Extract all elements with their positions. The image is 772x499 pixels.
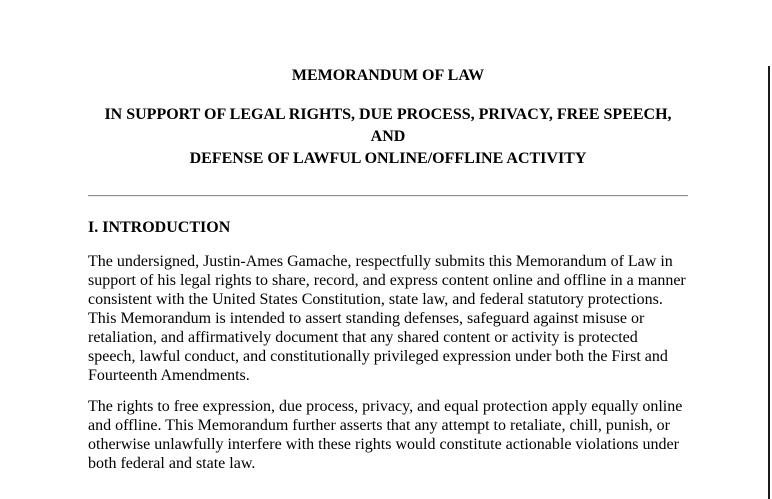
document-subtitle — [88, 104, 688, 170]
section-divider — [88, 195, 688, 197]
document-subtitle-line-2: DEFENSE OF LAWFUL ONLINE/OFFLINE ACTIVITY — [189, 150, 587, 167]
introduction-paragraph-1: The undersigned, Justin-Ames Gamache, respectfully submits this Memorandum of Law in support of his legal rights to share, record, and express content online and offline in a manner consistent with the United States Constitution, state law, and federal statutory protections. This Memorandum is intended to assert standing defenses, safeguard against misuse or retaliation, and affirmatively document that any shared content or activity is protected speech, lawful conduct, and constitutionally privileged expression under both the First and Fourteenth Amendments. — [88, 253, 686, 384]
section-heading-introduction: I. INTRODUCTION — [88, 219, 231, 236]
window-right-border — [768, 66, 770, 499]
document-page — [0, 66, 772, 499]
document-content — [88, 66, 688, 473]
introduction-paragraph-2: The rights to free expression, due process, privacy, and equal protection apply equally online and offline. This Memorandum further asserts that any attempt to retaliate, chill, punish, or otherwise unlawfully interfere with these rights would constitute actionable violations under both federal and state law. — [88, 398, 683, 472]
document-subtitle-line-1: IN SUPPORT OF LEGAL RIGHTS, DUE PROCESS, PRIVACY, FREE SPEECH, AND — [104, 106, 672, 145]
document-title: MEMORANDUM OF LAW — [291, 67, 485, 84]
